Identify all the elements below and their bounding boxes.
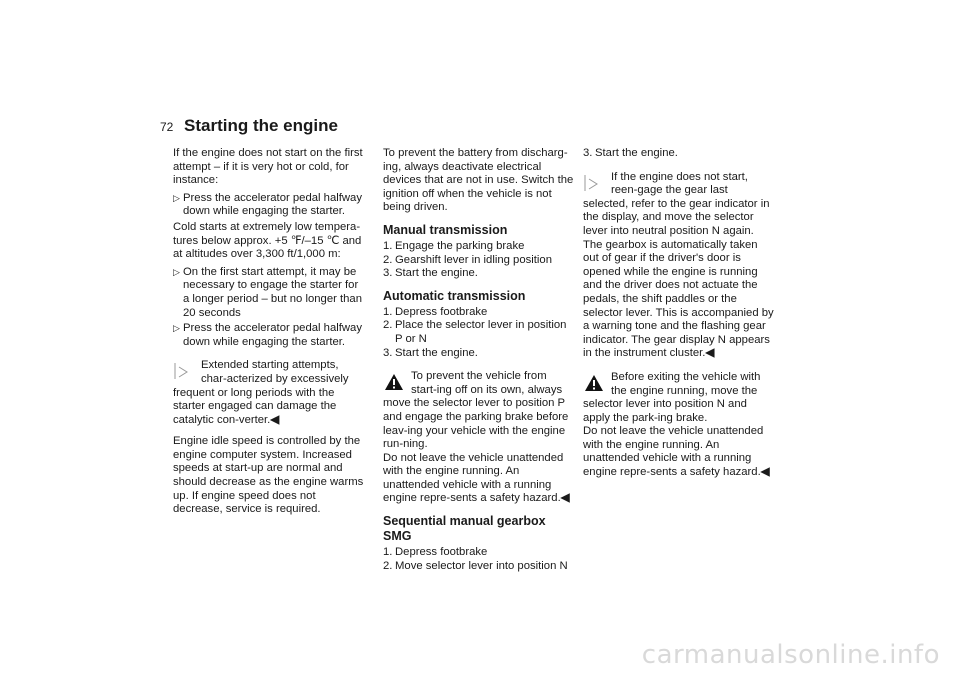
automatic-steps bbox=[383, 306, 575, 360]
battery-text: To prevent the battery from discharg-ing, always deactivate electrical devices that are not in use. Switch the ignition off when the vehicle is not being driven. bbox=[383, 147, 574, 214]
note-block: Extended starting attempts, char-acterized by excessively frequent or long periods with the starter engaged can damage the catalytic con-verter.◀ bbox=[173, 359, 349, 426]
column-2 bbox=[383, 147, 575, 573]
list-item: ▷ Press the accelerator pedal halfway down while engaging the starter. bbox=[173, 322, 362, 348]
warning-block: To prevent the vehicle from start-ing off on its own, always move the selector lever to position P and engage the parking brake before leav-ing your vehicle with the engine run-ning. Do not leave the vehicle unattended with the engine running. An unattended vehicle with a running engine repre-sents a safety hazard.◀ bbox=[383, 370, 570, 505]
idle-speed-text: Engine idle speed is controlled by the engine computer system. Increased speeds at start-up are normal and should decrease as the engine warms up. If engine speed does not decrease, service is required. bbox=[173, 435, 364, 516]
list-item: 2. Move selector lever into position N bbox=[383, 559, 568, 572]
section-heading-manual: Manual transmission bbox=[383, 222, 508, 237]
bullet-icon: ▷ bbox=[173, 323, 180, 334]
manual-steps bbox=[383, 240, 575, 281]
list-item: 2. Place the selector lever in position P or N bbox=[383, 319, 567, 345]
watermark: carmanualsonline.info bbox=[641, 640, 940, 670]
note-block: If the engine does not start, reen-gage the gear last selected, refer to the gear indicator in the display, and move the selector lever into neutral position N again. The gearbox is automatically taken out of gear if the driver's door is opened while the engine is running and the driver does not actuate the pedals, the shift paddles or the selector lever. This is accompanied by a warning tone and the flashing gear indicator. The gear display N appears in the instrument cluster.◀ bbox=[583, 170, 774, 360]
cold-start-text: Cold starts at extremely low tempera-tures below approx. +5 ℉/–15 ℃ and at altitudes over 3,300 ft/1,000 m: bbox=[173, 220, 362, 261]
section-heading-automatic: Automatic transmission bbox=[383, 288, 526, 303]
list-item: 2. Gearshift lever in idling position bbox=[383, 253, 552, 266]
section-heading-smg: Sequential manual gearbox SMG bbox=[383, 514, 546, 544]
warning-icon bbox=[383, 371, 405, 393]
end-marker: ◀ bbox=[560, 492, 570, 505]
list-item: 1. Engage the parking brake bbox=[383, 239, 525, 252]
warning-icon bbox=[583, 372, 605, 394]
list-item: 1. Depress footbrake bbox=[383, 546, 488, 559]
intro-text: If the engine does not start on the first attempt – if it is very hot or cold, for instance: bbox=[173, 147, 363, 187]
column-3 bbox=[583, 147, 775, 486]
end-marker: ◀ bbox=[705, 347, 715, 360]
bullet-icon: ▷ bbox=[173, 266, 180, 277]
bullet-icon: ▷ bbox=[173, 192, 180, 203]
end-marker: ◀ bbox=[270, 413, 280, 426]
page-title: Starting the engine bbox=[184, 116, 338, 135]
list-item: ▷ Press the accelerator pedal halfway down while engaging the starter. bbox=[173, 191, 362, 218]
list-item: 3. Start the engine. bbox=[583, 147, 678, 159]
end-marker: ◀ bbox=[760, 466, 770, 479]
note-icon bbox=[173, 360, 195, 382]
list-item: ▷ On the first start attempt, it may be necessary to engage the starter for a longer period – but no longer than 20 seconds bbox=[173, 265, 363, 319]
list-item: 3. Start the engine. bbox=[383, 346, 478, 359]
list-item: 1. Depress footbrake bbox=[383, 305, 488, 318]
page-number: 72 bbox=[160, 120, 174, 134]
smg-steps-continued bbox=[583, 147, 775, 161]
list-item: 3. Start the engine. bbox=[383, 267, 478, 280]
warning-block: Before exiting the vehicle with the engine running, move the selector lever into position N and apply the park-ing brake. Do not leave the vehicle unattended with the engine running. An unattended vehicle with a running engine repre-sents a safety hazard.◀ bbox=[583, 370, 770, 479]
column-1 bbox=[173, 147, 365, 521]
smg-steps bbox=[383, 546, 575, 573]
note-icon bbox=[583, 172, 605, 194]
